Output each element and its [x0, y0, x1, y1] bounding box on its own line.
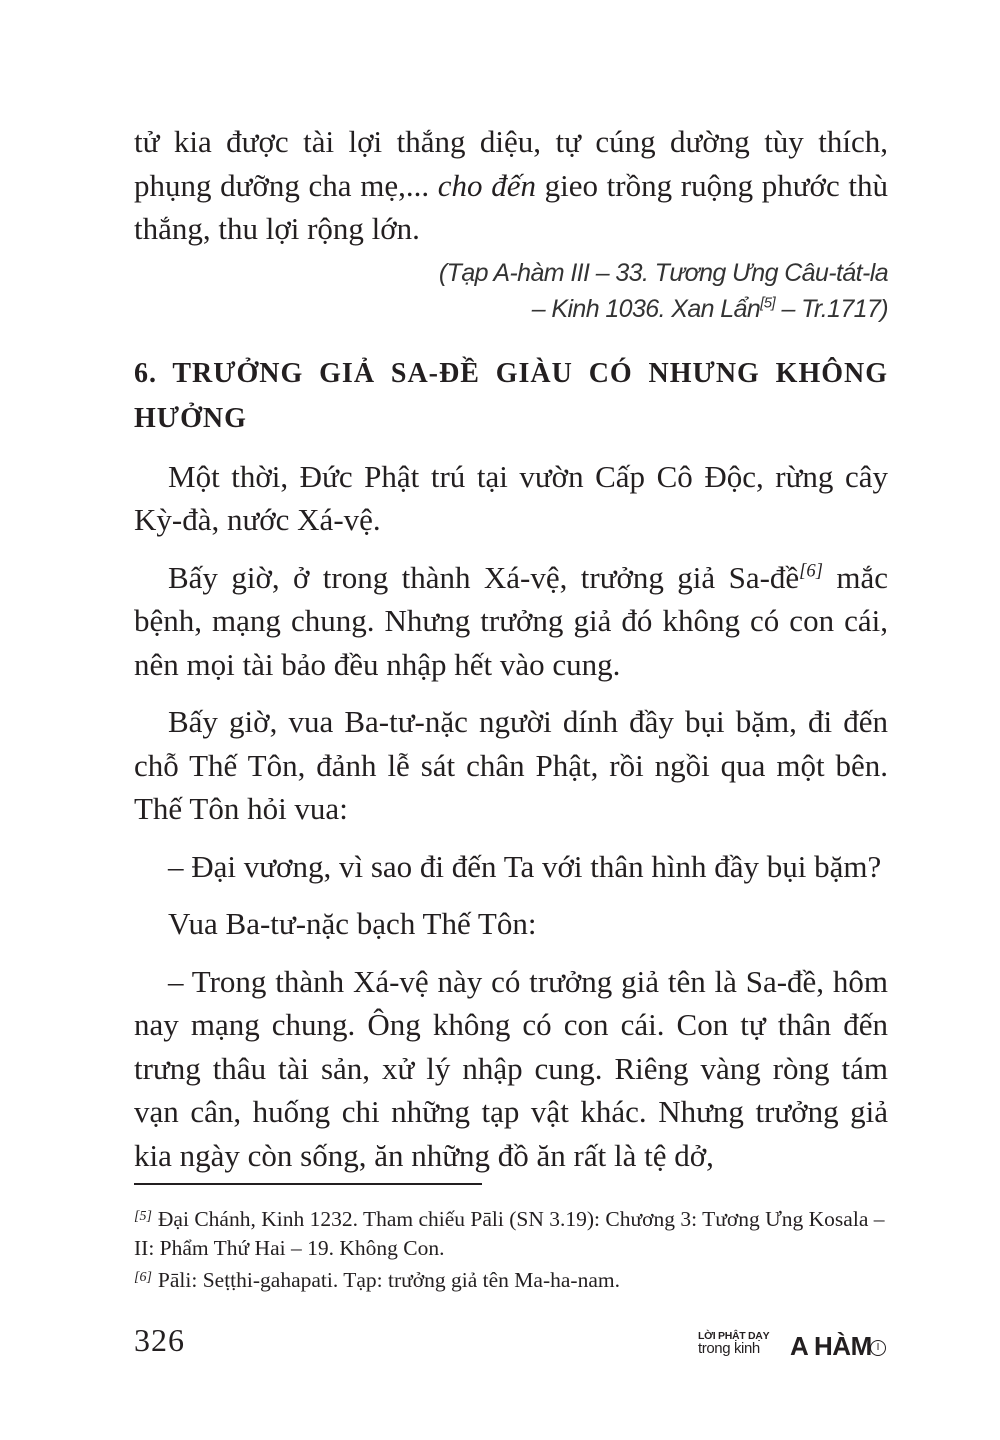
footnote-text: Pāli: Seṭṭhi-gahapati. Tạp: trưởng giả tên Ma-ha-nam.: [157, 1268, 620, 1292]
page-number: 326: [134, 1322, 185, 1358]
footnote-divider: [134, 1183, 482, 1185]
paragraph: Bấy giờ, ở trong thành Xá-vệ, trưởng giả Sa-đề[6] mắc bệnh, mạng chung. Nhưng trưởng giả đó không có con cái, nên mọi tài bảo đều nhập hết vào cung.: [134, 559, 888, 682]
footnote-marker: [6]: [134, 1270, 152, 1285]
paragraph-text: tử kia được tài lợi thắng diệu, tự cúng dường tùy thích, phụng dưỡng cha mẹ,...: [134, 124, 888, 203]
italic-phrase: cho đến: [437, 167, 536, 203]
paragraph: Bấy giờ, vua Ba-tư-nặc người dính đầy bụi bặm, đi đến chỗ Thế Tôn, đảnh lễ sát chân Phật, rồi ngồi qua một bên. Thế Tôn hỏi vua:: [134, 704, 888, 826]
footnote-ref-5[interactable]: [5]: [760, 294, 776, 312]
brand-line-1: LỜI PHẬT DẠY: [698, 1330, 770, 1342]
book-series-logo: [698, 1330, 888, 1362]
footnotes: [134, 1202, 888, 1295]
main-text: [134, 120, 888, 1177]
footnote-5: [134, 1202, 888, 1263]
volume-badge: I: [870, 1340, 886, 1356]
section-heading: 6. TRƯỞNG GIẢ SA-ĐỀ GIÀU CÓ NHƯNG KHÔNG HƯỞNG: [134, 357, 888, 434]
footnote-6: [134, 1263, 888, 1295]
citation-line-2: – Kinh 1036. Xan Lẩn[5] – Tr.1717): [531, 294, 888, 323]
paragraph: Một thời, Đức Phật trú tại vườn Cấp Cô Độc, rừng cây Kỳ-đà, nước Xá-vệ.: [134, 458, 888, 537]
citation-line-1: (Tạp A-hàm III – 33. Tương Ưng Câu-tát-la: [438, 258, 888, 287]
brand-line-2: trong kinh: [698, 1340, 760, 1357]
dialogue-line: – Đại vương, vì sao đi đến Ta với thân hình đầy bụi bặm?: [168, 848, 882, 884]
footnote-marker: [5]: [134, 1209, 152, 1224]
paragraph-continuation: [134, 120, 888, 251]
paragraph-text: gieo trồng ruộng phước thù thắng, thu lợi rộng lớn.: [134, 167, 888, 246]
footnote-text: Đại Chánh, Kinh 1232. Tham chiếu Pāli (SN 3.19): Chương 3: Tương Ưng Kosala – II: Phẩm Thứ Hai – 19. Không Con.: [134, 1207, 885, 1260]
dialogue-line: – Trong thành Xá-vệ này có trưởng giả tên là Sa-đề, hôm nay mạng chung. Ông không có con cái. Con tự thân đến trưng thâu tài sản, xử lý nhập cung. Riêng vàng ròng tám vạn cân, huống chi những tạp vật khác. Nhưng trưởng giả kia ngày còn sống, ăn những đồ ăn rất là tệ dở,: [134, 963, 888, 1173]
source-citation: [134, 255, 888, 327]
paragraph: Vua Ba-tư-nặc bạch Thế Tôn:: [168, 906, 537, 941]
footnote-ref-6[interactable]: [6]: [799, 560, 823, 582]
brand-title: A HÀM: [790, 1331, 872, 1361]
